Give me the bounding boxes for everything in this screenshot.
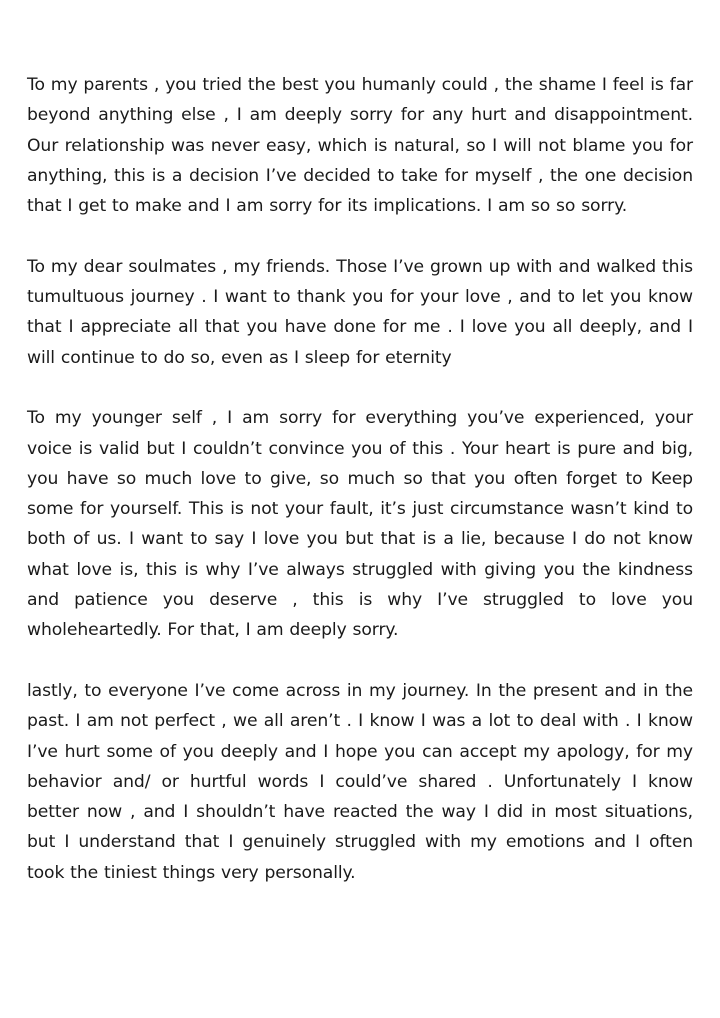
paragraph-to-parents: To my parents , you tried the best you humanly could , the shame I feel is far beyond anything else , I am deeply sorry for any hurt and disappointment. Our relationship was never easy, which is natural, so I will not blame you for anything, this is a decision I’ve decided to take for myself , the one decision that I get to make and I am sorry for its implications. I am so so sorry.	[27, 75, 693, 217]
paragraph-to-younger-self: To my younger self , I am sorry for everything you’ve experienced, your voice is valid but I couldn’t convince you of this . Your heart is pure and big, you have so much love to give, so much so that you often forget to Keep some for yourself. This is not your fault, it’s just circumstance wasn’t kind to both of us. I want to say I love you but that is a lie, because I do not know what love is, this is why I’ve always struggled with giving you the kindness and patience you deserve , this is why I’ve struggled to love you wholeheartedly. For that, I am deeply sorry.	[27, 408, 693, 641]
paragraph-to-everyone: lastly, to everyone I’ve come across in my journey. In the present and in the past. I am not perfect , we all aren’t . I know I was a lot to deal with . I know I’ve hurt some of you deeply and I hope you can accept my apology, for my behavior and/ or hurtful words I could’ve shared . Unfortunately I know better now , and I shouldn’t have reacted the way I did in most situations, but I understand that I genuinely struggled with my emotions and I often took the tiniest things very personally.	[27, 680, 693, 883]
letter-body	[27, 70, 693, 888]
paragraph-to-friends: To my dear soulmates , my friends. Those I’ve grown up with and walked this tumultuous journey . I want to thank you for your love , and to let you know that I appreciate all that you have done for me . I love you all deeply, and I will continue to do so, even as I sleep for eternity	[27, 256, 693, 368]
